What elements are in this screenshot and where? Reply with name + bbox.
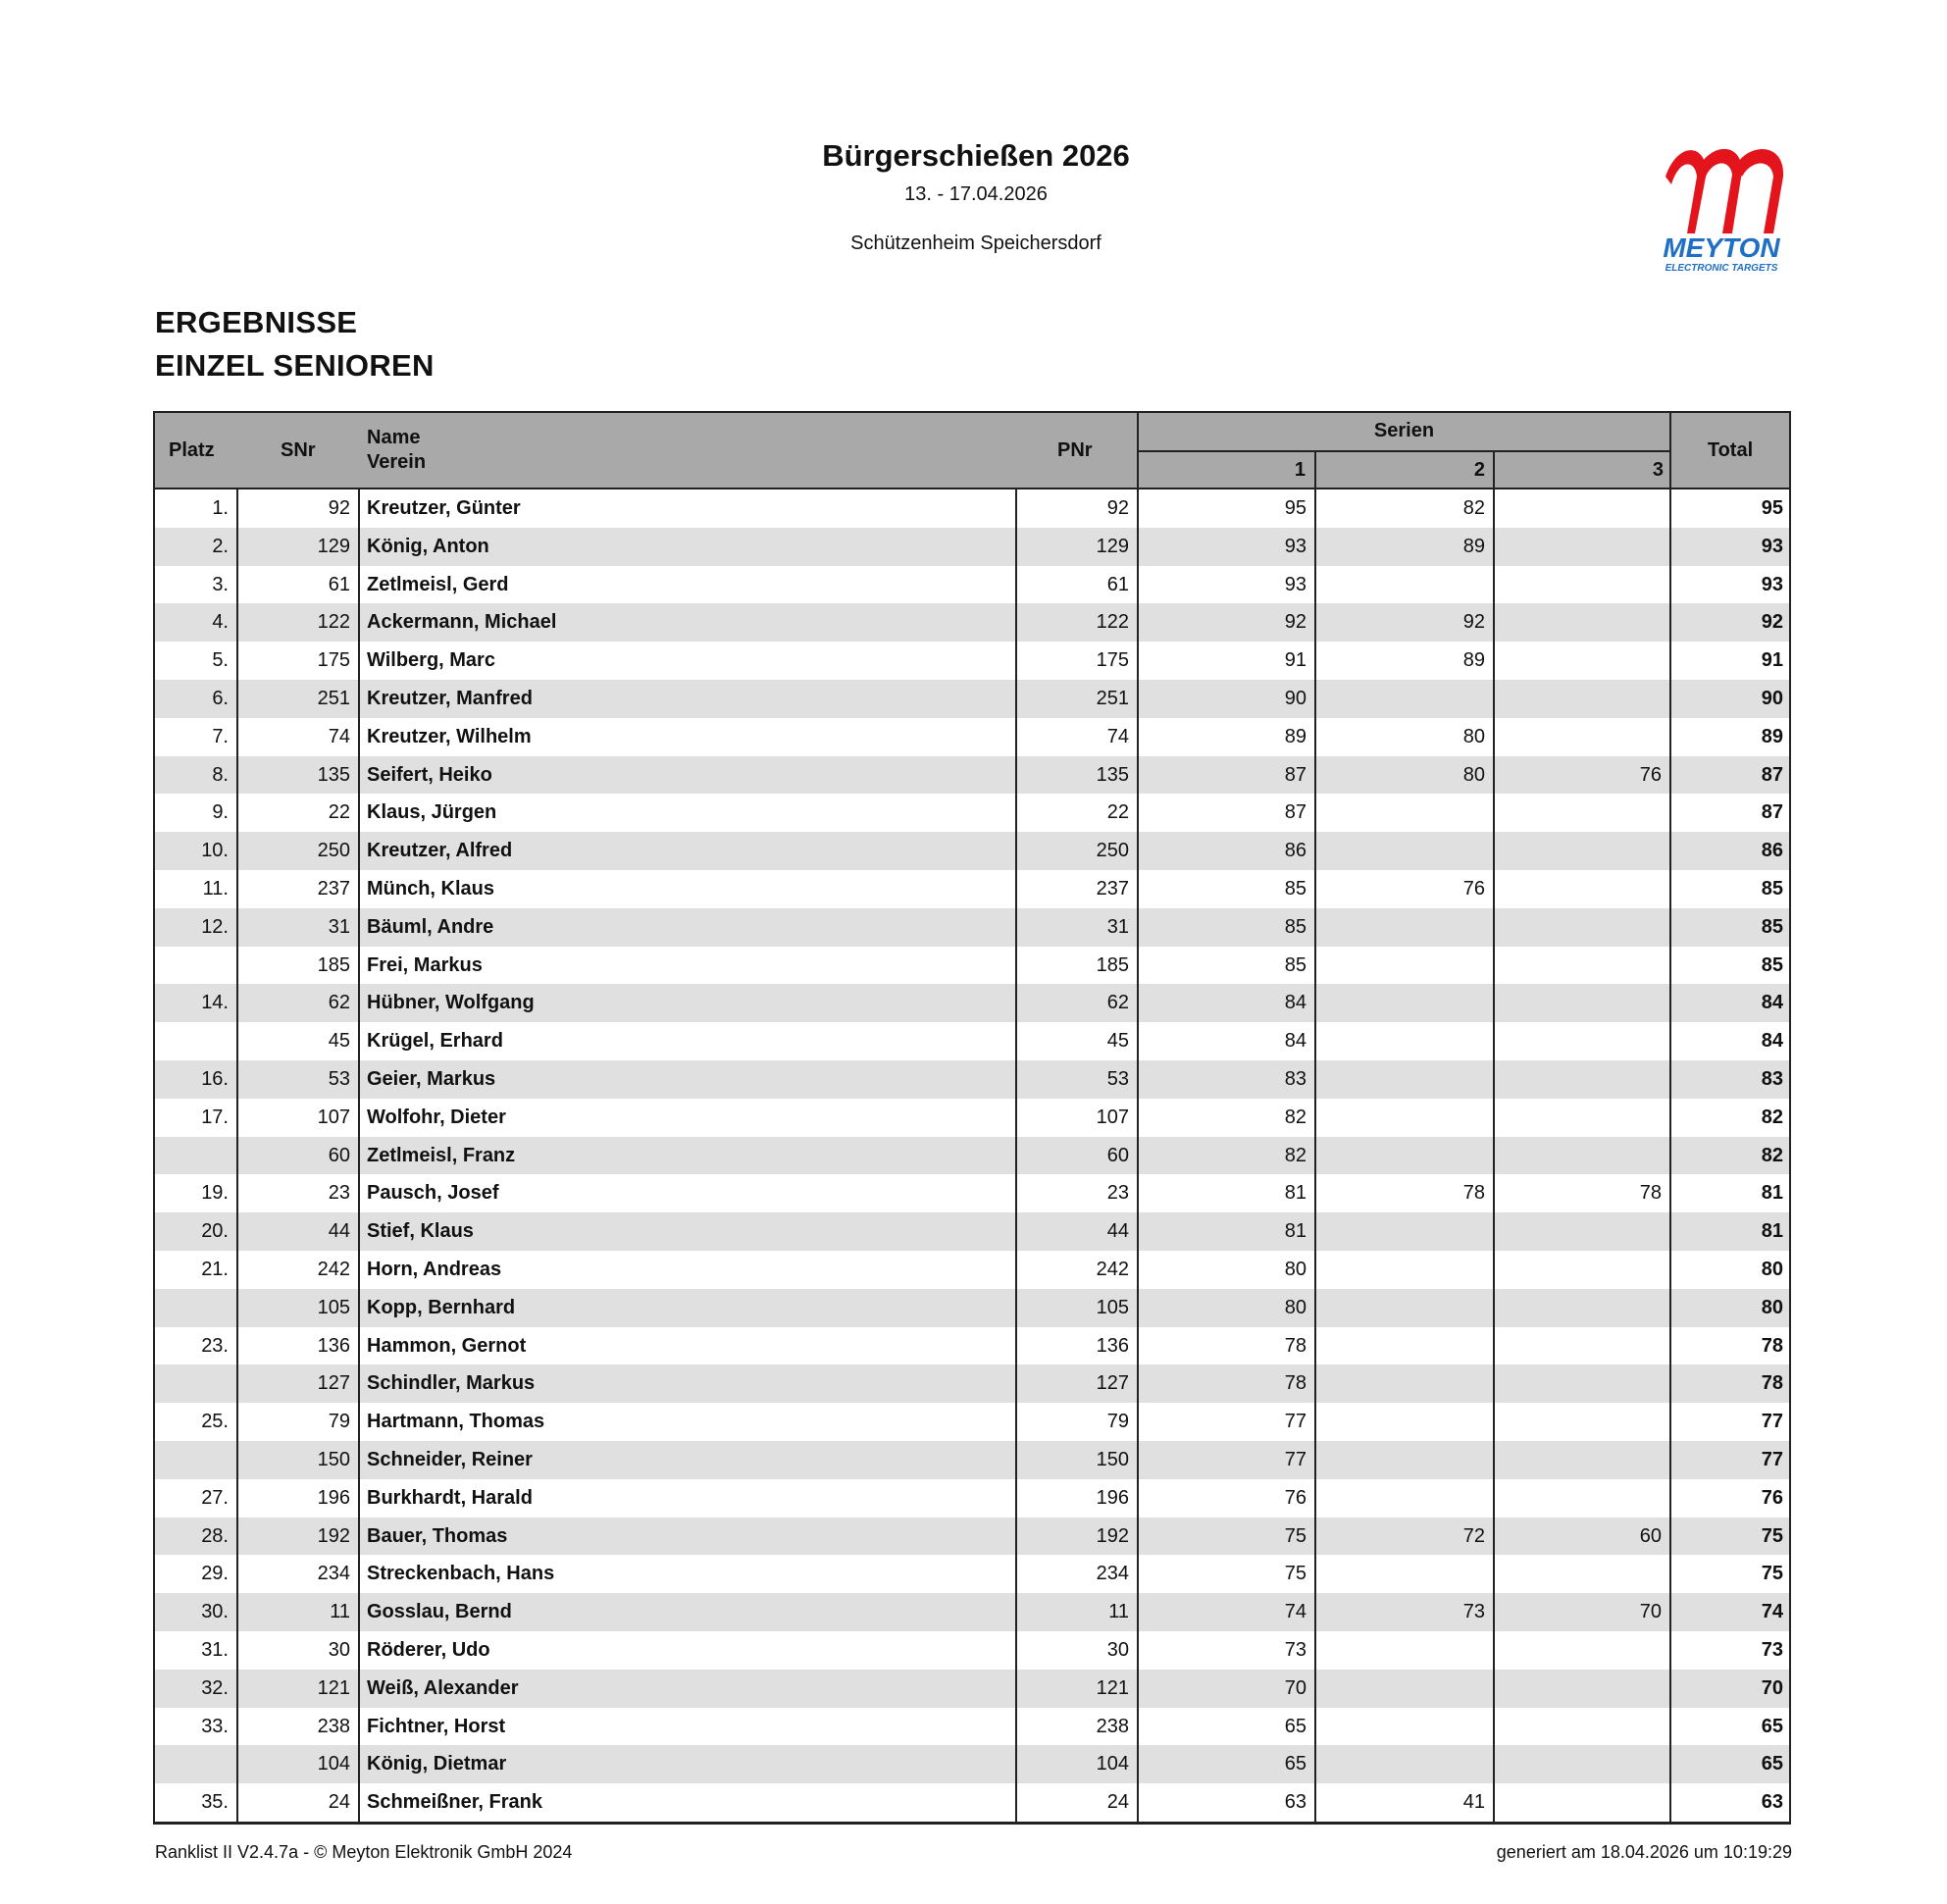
cell-total: 93: [1761, 535, 1783, 557]
cell-total: 83: [1761, 1067, 1783, 1090]
cell-pnr: 150: [1096, 1448, 1129, 1470]
cell-total: 82: [1761, 1144, 1783, 1166]
cell-s1: 70: [1284, 1676, 1307, 1699]
cell-snr: 251: [317, 687, 350, 709]
table-row: [155, 603, 1789, 642]
table-row: [155, 947, 1789, 985]
cell-platz: 2.: [212, 535, 229, 557]
cell-total: 95: [1761, 497, 1783, 519]
cell-s1: 63: [1284, 1791, 1307, 1814]
cell-snr: 238: [317, 1715, 350, 1737]
cell-snr: 23: [328, 1182, 350, 1205]
cell-s1: 81: [1284, 1182, 1307, 1205]
table-row: [155, 1060, 1789, 1099]
cell-pnr: 122: [1096, 611, 1129, 634]
cell-name: Bäuml, Andre: [367, 915, 494, 938]
cell-name: Frei, Markus: [367, 953, 483, 976]
cell-pnr: 192: [1096, 1524, 1129, 1547]
cell-s3: 60: [1639, 1524, 1662, 1547]
cell-snr: 44: [328, 1220, 350, 1243]
cell-s1: 80: [1284, 1258, 1307, 1280]
section-subheading: EINZEL SENIOREN: [155, 348, 435, 383]
cell-total: 84: [1761, 992, 1783, 1014]
table-row: [155, 1518, 1789, 1556]
table-row: [155, 756, 1789, 795]
table-row: [155, 1670, 1789, 1708]
cell-name: Kreutzer, Wilhelm: [367, 725, 532, 747]
cell-s2: 72: [1462, 1524, 1485, 1547]
cell-platz: 12.: [201, 915, 229, 938]
table-row: [155, 1212, 1789, 1251]
cell-total: 73: [1761, 1638, 1783, 1661]
table-row: [155, 680, 1789, 718]
col-verein: Verein: [367, 451, 427, 473]
cell-s1: 95: [1284, 497, 1307, 519]
results-table: [153, 411, 1791, 1825]
cell-total: 82: [1761, 1106, 1783, 1128]
cell-pnr: 24: [1106, 1791, 1129, 1814]
cell-s1: 76: [1284, 1486, 1307, 1509]
cell-snr: 135: [317, 763, 350, 786]
table-row: [155, 489, 1789, 528]
cell-s1: 85: [1284, 877, 1307, 900]
cell-s2: 89: [1462, 649, 1485, 672]
event-title: Bürgerschießen 2026: [822, 138, 1130, 173]
table-row: [155, 528, 1789, 566]
cell-name: Stief, Klaus: [367, 1220, 474, 1243]
cell-snr: 105: [317, 1296, 350, 1318]
cell-s2: 73: [1462, 1601, 1485, 1623]
cell-pnr: 30: [1106, 1638, 1129, 1661]
cell-name: Pausch, Josef: [367, 1182, 499, 1205]
cell-pnr: 45: [1106, 1030, 1129, 1053]
cell-pnr: 31: [1106, 915, 1129, 938]
cell-total: 85: [1761, 915, 1783, 938]
cell-platz: 32.: [201, 1676, 229, 1699]
table-row: [155, 1099, 1789, 1137]
cell-total: 63: [1761, 1791, 1783, 1814]
cell-pnr: 104: [1096, 1753, 1129, 1775]
cell-snr: 22: [328, 801, 350, 824]
cell-name: Krügel, Erhard: [367, 1030, 503, 1053]
cell-platz: 1.: [212, 497, 229, 519]
cell-snr: 121: [317, 1676, 350, 1699]
cell-pnr: 61: [1106, 573, 1129, 595]
table-row: [155, 794, 1789, 832]
cell-s3: 76: [1639, 763, 1662, 786]
cell-total: 76: [1761, 1486, 1783, 1509]
col-platz: Platz: [169, 439, 215, 461]
table-row: [155, 1783, 1789, 1822]
cell-platz: 31.: [201, 1638, 229, 1661]
footer-copyright: Ranklist II V2.4.7a - © Meyton Elektronik GmbH 2024: [155, 1842, 573, 1862]
cell-pnr: 135: [1096, 763, 1129, 786]
cell-snr: 192: [317, 1524, 350, 1547]
cell-pnr: 238: [1096, 1715, 1129, 1737]
cell-s1: 77: [1284, 1411, 1307, 1433]
cell-pnr: 242: [1096, 1258, 1129, 1280]
cell-pnr: 105: [1096, 1296, 1129, 1318]
cell-name: Burkhardt, Harald: [367, 1486, 533, 1509]
cell-s1: 78: [1284, 1372, 1307, 1395]
cell-name: Hammon, Gernot: [367, 1334, 527, 1357]
cell-name: Zetlmeisl, Gerd: [367, 573, 509, 595]
cell-s1: 90: [1284, 687, 1307, 709]
cell-s1: 82: [1284, 1144, 1307, 1166]
cell-s1: 78: [1284, 1334, 1307, 1357]
cell-pnr: 234: [1096, 1563, 1129, 1585]
table-row: [155, 1631, 1789, 1670]
event-dates: 13. - 17.04.2026: [904, 183, 1048, 205]
cell-snr: 24: [328, 1791, 350, 1814]
cell-platz: 17.: [201, 1106, 229, 1128]
table-row: [155, 908, 1789, 947]
cell-total: 80: [1761, 1296, 1783, 1318]
cell-pnr: 129: [1096, 535, 1129, 557]
cell-pnr: 11: [1108, 1601, 1129, 1623]
cell-name: Zetlmeisl, Franz: [367, 1144, 516, 1166]
cell-snr: 104: [317, 1753, 350, 1775]
cell-snr: 62: [328, 992, 350, 1014]
cell-s1: 85: [1284, 953, 1307, 976]
table-header: [153, 411, 1791, 489]
cell-total: 81: [1761, 1220, 1783, 1243]
cell-snr: 11: [330, 1601, 350, 1623]
cell-pnr: 237: [1096, 877, 1129, 900]
col-pnr: PNr: [1057, 439, 1093, 461]
cell-s1: 80: [1284, 1296, 1307, 1318]
cell-platz: 28.: [201, 1524, 229, 1547]
cell-platz: 19.: [201, 1182, 229, 1205]
cell-s1: 85: [1284, 915, 1307, 938]
cell-platz: 14.: [201, 992, 229, 1014]
cell-snr: 196: [317, 1486, 350, 1509]
cell-s1: 84: [1284, 992, 1307, 1014]
cell-total: 70: [1761, 1676, 1783, 1699]
cell-name: Seifert, Heiko: [367, 763, 492, 786]
table-row: [155, 1479, 1789, 1518]
cell-s1: 92: [1284, 611, 1307, 634]
cell-total: 84: [1761, 1030, 1783, 1053]
cell-snr: 74: [328, 725, 350, 747]
table-row: [155, 984, 1789, 1022]
col-serien: Serien: [1373, 420, 1435, 441]
cell-total: 90: [1761, 687, 1783, 709]
cell-pnr: 60: [1106, 1144, 1129, 1166]
cell-snr: 136: [317, 1334, 350, 1357]
section-heading: ERGEBNISSE: [155, 305, 358, 339]
table-row: [155, 832, 1789, 870]
cell-snr: 122: [317, 611, 350, 634]
col-serie-2: 2: [1473, 459, 1485, 481]
cell-snr: 127: [317, 1372, 350, 1395]
cell-total: 75: [1761, 1563, 1783, 1585]
cell-total: 80: [1761, 1258, 1783, 1280]
cell-s2: 76: [1462, 877, 1485, 900]
cell-platz: 27.: [201, 1486, 229, 1509]
cell-name: Ackermann, Michael: [367, 611, 557, 634]
col-snr: SNr: [281, 439, 316, 461]
cell-pnr: 92: [1106, 497, 1129, 519]
cell-snr: 107: [317, 1106, 350, 1128]
table-row: [155, 1745, 1789, 1783]
table-row: [155, 1251, 1789, 1289]
cell-name: Schindler, Markus: [367, 1372, 536, 1395]
cell-name: Hübner, Wolfgang: [367, 992, 535, 1014]
cell-s1: 74: [1284, 1601, 1307, 1623]
cell-pnr: 44: [1106, 1220, 1129, 1243]
cell-s1: 87: [1284, 801, 1307, 824]
table-row: [155, 642, 1789, 680]
cell-name: Röderer, Udo: [367, 1638, 490, 1661]
cell-total: 93: [1761, 573, 1783, 595]
cell-pnr: 121: [1096, 1676, 1129, 1699]
cell-platz: 10.: [201, 840, 229, 862]
cell-snr: 92: [328, 497, 350, 519]
cell-name: Münch, Klaus: [367, 877, 495, 900]
cell-snr: 185: [317, 953, 350, 976]
table-row: [155, 870, 1789, 908]
cell-platz: 5.: [212, 649, 229, 672]
cell-snr: 237: [317, 877, 350, 900]
table-row: [155, 1174, 1789, 1212]
cell-total: 89: [1761, 725, 1783, 747]
cell-platz: 6.: [212, 687, 229, 709]
cell-name: König, Dietmar: [367, 1753, 507, 1775]
cell-name: Wilberg, Marc: [367, 649, 495, 672]
cell-platz: 35.: [201, 1791, 229, 1814]
cell-name: Schneider, Reiner: [367, 1448, 533, 1470]
cell-s1: 84: [1284, 1030, 1307, 1053]
cell-s2: 89: [1462, 535, 1485, 557]
cell-total: 65: [1761, 1715, 1783, 1737]
cell-snr: 30: [328, 1638, 350, 1661]
cell-snr: 250: [317, 840, 350, 862]
cell-s1: 65: [1284, 1715, 1307, 1737]
table-row: [155, 1708, 1789, 1746]
cell-name: Gosslau, Bernd: [367, 1601, 512, 1623]
cell-platz: 3.: [212, 573, 229, 595]
cell-s2: 82: [1462, 497, 1485, 519]
cell-s2: 80: [1462, 725, 1485, 747]
col-name: Name: [367, 427, 421, 448]
cell-pnr: 23: [1106, 1182, 1129, 1205]
col-serie-3: 3: [1652, 459, 1664, 481]
table-row: [155, 1403, 1789, 1441]
cell-platz: 20.: [201, 1220, 229, 1243]
cell-total: 81: [1761, 1182, 1783, 1205]
cell-pnr: 22: [1106, 801, 1129, 824]
cell-s1: 89: [1284, 725, 1307, 747]
event-venue: Schützenheim Speichersdorf: [850, 232, 1102, 254]
cell-pnr: 79: [1106, 1411, 1129, 1433]
cell-name: Schmeißner, Frank: [367, 1791, 542, 1814]
cell-name: Fichtner, Horst: [367, 1715, 506, 1737]
col-total: Total: [1707, 439, 1754, 461]
cell-name: Kreutzer, Günter: [367, 497, 521, 519]
table-row: [155, 1022, 1789, 1060]
cell-total: 85: [1761, 877, 1783, 900]
table-row: [155, 1289, 1789, 1327]
cell-platz: 23.: [201, 1334, 229, 1357]
cell-total: 92: [1761, 611, 1783, 634]
cell-platz: 25.: [201, 1411, 229, 1433]
table-row: [155, 1364, 1789, 1403]
cell-platz: 21.: [201, 1258, 229, 1280]
cell-name: Bauer, Thomas: [367, 1524, 508, 1547]
cell-total: 74: [1761, 1601, 1783, 1623]
cell-snr: 129: [317, 535, 350, 557]
cell-s2: 92: [1462, 611, 1485, 634]
table-row: [155, 1441, 1789, 1479]
cell-s1: 87: [1284, 763, 1307, 786]
cell-s2: 78: [1462, 1182, 1485, 1205]
cell-snr: 31: [328, 915, 350, 938]
cell-name: Kreutzer, Manfred: [367, 687, 533, 709]
cell-platz: 4.: [212, 611, 229, 634]
cell-snr: 79: [328, 1411, 350, 1433]
cell-name: Streckenbach, Hans: [367, 1563, 555, 1585]
cell-total: 85: [1761, 953, 1783, 976]
cell-s1: 91: [1284, 649, 1307, 672]
cell-pnr: 175: [1096, 649, 1129, 672]
cell-pnr: 196: [1096, 1486, 1129, 1509]
cell-pnr: 62: [1106, 992, 1129, 1014]
cell-platz: 29.: [201, 1563, 229, 1585]
cell-s1: 93: [1284, 535, 1307, 557]
cell-name: Kopp, Bernhard: [367, 1296, 516, 1318]
cell-platz: 8.: [212, 763, 229, 786]
cell-pnr: 53: [1106, 1067, 1129, 1090]
cell-snr: 61: [328, 573, 350, 595]
divider: [1137, 450, 1671, 452]
table-row: [155, 718, 1789, 756]
cell-platz: 30.: [201, 1601, 229, 1623]
cell-platz: 11.: [202, 877, 229, 900]
meyton-logo-icon: [1648, 137, 1795, 275]
cell-platz: 16.: [201, 1067, 229, 1090]
cell-name: Klaus, Jürgen: [367, 801, 497, 824]
cell-platz: 7.: [212, 725, 229, 747]
footer-generated: generiert am 18.04.2026 um 10:19:29: [1496, 1842, 1792, 1862]
cell-s2: 80: [1462, 763, 1485, 786]
cell-total: 86: [1761, 840, 1783, 862]
cell-name: König, Anton: [367, 535, 489, 557]
cell-s1: 81: [1284, 1220, 1307, 1243]
cell-total: 77: [1761, 1448, 1783, 1470]
cell-total: 87: [1761, 763, 1783, 786]
cell-snr: 150: [317, 1448, 350, 1470]
cell-name: Weiß, Alexander: [367, 1676, 519, 1699]
cell-snr: 45: [328, 1030, 350, 1053]
cell-pnr: 136: [1096, 1334, 1129, 1357]
table-row: [155, 1593, 1789, 1631]
cell-snr: 60: [328, 1144, 350, 1166]
cell-total: 78: [1761, 1334, 1783, 1357]
cell-total: 77: [1761, 1411, 1783, 1433]
cell-platz: 33.: [201, 1715, 229, 1737]
cell-s1: 83: [1284, 1067, 1307, 1090]
cell-s1: 77: [1284, 1448, 1307, 1470]
cell-snr: 234: [317, 1563, 350, 1585]
cell-pnr: 74: [1106, 725, 1129, 747]
cell-pnr: 127: [1096, 1372, 1129, 1395]
cell-s1: 75: [1284, 1563, 1307, 1585]
cell-total: 75: [1761, 1524, 1783, 1547]
cell-pnr: 250: [1096, 840, 1129, 862]
table-row: [155, 1137, 1789, 1175]
cell-total: 87: [1761, 801, 1783, 824]
cell-total: 65: [1761, 1753, 1783, 1775]
cell-snr: 242: [317, 1258, 350, 1280]
cell-name: Kreutzer, Alfred: [367, 840, 513, 862]
cell-name: Hartmann, Thomas: [367, 1411, 545, 1433]
cell-s1: 86: [1284, 840, 1307, 862]
table-body: [153, 489, 1791, 1825]
cell-name: Geier, Markus: [367, 1067, 496, 1090]
table-row: [155, 1327, 1789, 1365]
logo-tagline: ELECTRONIC TARGETS: [1665, 263, 1778, 274]
cell-total: 91: [1761, 649, 1783, 672]
cell-pnr: 107: [1096, 1106, 1129, 1128]
col-serie-1: 1: [1294, 459, 1306, 481]
cell-s1: 73: [1284, 1638, 1307, 1661]
cell-platz: 9.: [212, 801, 229, 824]
cell-snr: 53: [328, 1067, 350, 1090]
cell-s1: 82: [1284, 1106, 1307, 1128]
logo-brand: MEYTON: [1663, 232, 1780, 263]
cell-name: Wolfohr, Dieter: [367, 1106, 506, 1128]
cell-s3: 78: [1639, 1182, 1662, 1205]
cell-snr: 175: [317, 649, 350, 672]
cell-s2: 41: [1462, 1791, 1485, 1814]
table-row: [155, 566, 1789, 604]
cell-s3: 70: [1639, 1601, 1662, 1623]
cell-total: 78: [1761, 1372, 1783, 1395]
cell-pnr: 251: [1096, 687, 1129, 709]
cell-name: Horn, Andreas: [367, 1258, 502, 1280]
cell-s1: 75: [1284, 1524, 1307, 1547]
cell-pnr: 185: [1096, 953, 1129, 976]
cell-s1: 65: [1284, 1753, 1307, 1775]
cell-s1: 93: [1284, 573, 1307, 595]
table-row: [155, 1555, 1789, 1593]
